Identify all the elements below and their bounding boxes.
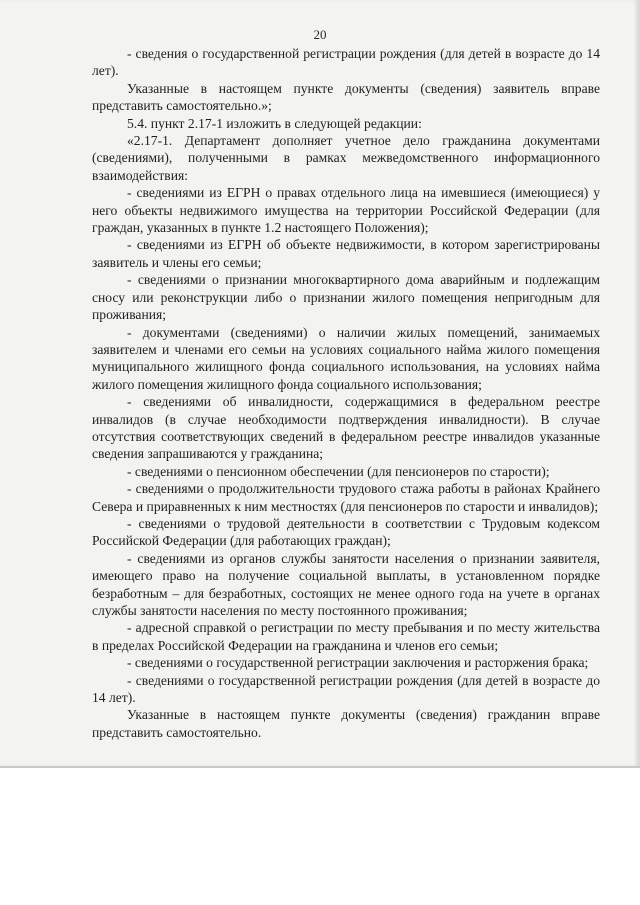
paragraph: - сведениями о государственной регистрации рождения (для детей в возрасте до 14 лет). (92, 672, 600, 706)
paragraph: «2.17-1. Департамент дополняет учетное дело гражданина документами (сведениями), полученными в рамках межведомственного информационного взаимодействия: (92, 133, 600, 183)
paragraph: - сведениями о государственной регистрации заключения и расторжения брака; (127, 655, 589, 671)
paragraph: Указанные в настоящем пункте документы (сведения) заявитель вправе представить самостоятельно.»; (92, 80, 600, 114)
paragraph: - сведения о государственной регистрации рождения (для детей в возрасте до 14 лет). (92, 46, 600, 79)
paragraph: - документами (сведениями) о наличии жилых помещений, занимаемых заявителем и членами его семьи на условиях социального найма жилого помещения муниципального жилищного фонда социального использования, на условиях найма жилого помещения жилищного фонда социального использования; (92, 324, 600, 392)
page-number: 20 (313, 27, 327, 42)
paragraph: - сведениями о продолжительности трудового стажа работы в районах Крайнего Севера и приравненных к ним местностях (для пенсионеров по старости и инвалидов); (92, 481, 600, 514)
paragraph: - сведениями о признании многоквартирного дома аварийным и подлежащим сносу или реконструкции либо о признании жилого помещения непригодным для проживания; (92, 272, 600, 323)
blank-margin (0, 768, 640, 905)
paragraph: - адресной справкой о регистрации по месту пребывания и по месту жительства в пределах Российской Федерации на гражданина и членов его семьи; (92, 620, 600, 653)
paragraph: - сведениями о пенсионном обеспечении (для пенсионеров по старости); (127, 463, 550, 479)
paragraph: - сведениями о трудовой деятельности в соответствии с Трудовым кодексом Российской Федерации (для работающих граждан); (92, 515, 600, 549)
paragraph: - сведениями из ЕГРН о правах отдельного лица на имевшиеся (имеющиеся) у него объекты недвижимого имущества на территории Российской Федерации (для граждан, указанных в пункте 1.2 настоящего Положения); (92, 185, 600, 236)
document-body (92, 45, 600, 741)
paragraph: - сведениями из органов службы занятости населения о признании заявителя, имеющего право на получение социальной выплаты, в установленном порядке безработным – для безработных, состоящих не менее одного года на учете в органах службы занятости населения по месту постоянного проживания; (92, 550, 600, 618)
paragraph: - сведениями об инвалидности, содержащимися в федеральном реестре инвалидов (в случае необходимости подтверждения инвалидности). В случае отсутствия соответствующих сведений в федеральном реестре инвалидов указанные сведения запрашиваются у гражданина; (92, 394, 600, 462)
scan-edge (634, 0, 640, 766)
paragraph: 5.4. пункт 2.17-1 изложить в следующей редакции: (127, 115, 422, 131)
paragraph: Указанные в настоящем пункте документы (сведения) гражданин вправе представить самостоятельно. (92, 707, 600, 740)
paragraph: - сведениями из ЕГРН об объекте недвижимости, в котором зарегистрированы заявитель и члены его семьи; (92, 237, 600, 270)
